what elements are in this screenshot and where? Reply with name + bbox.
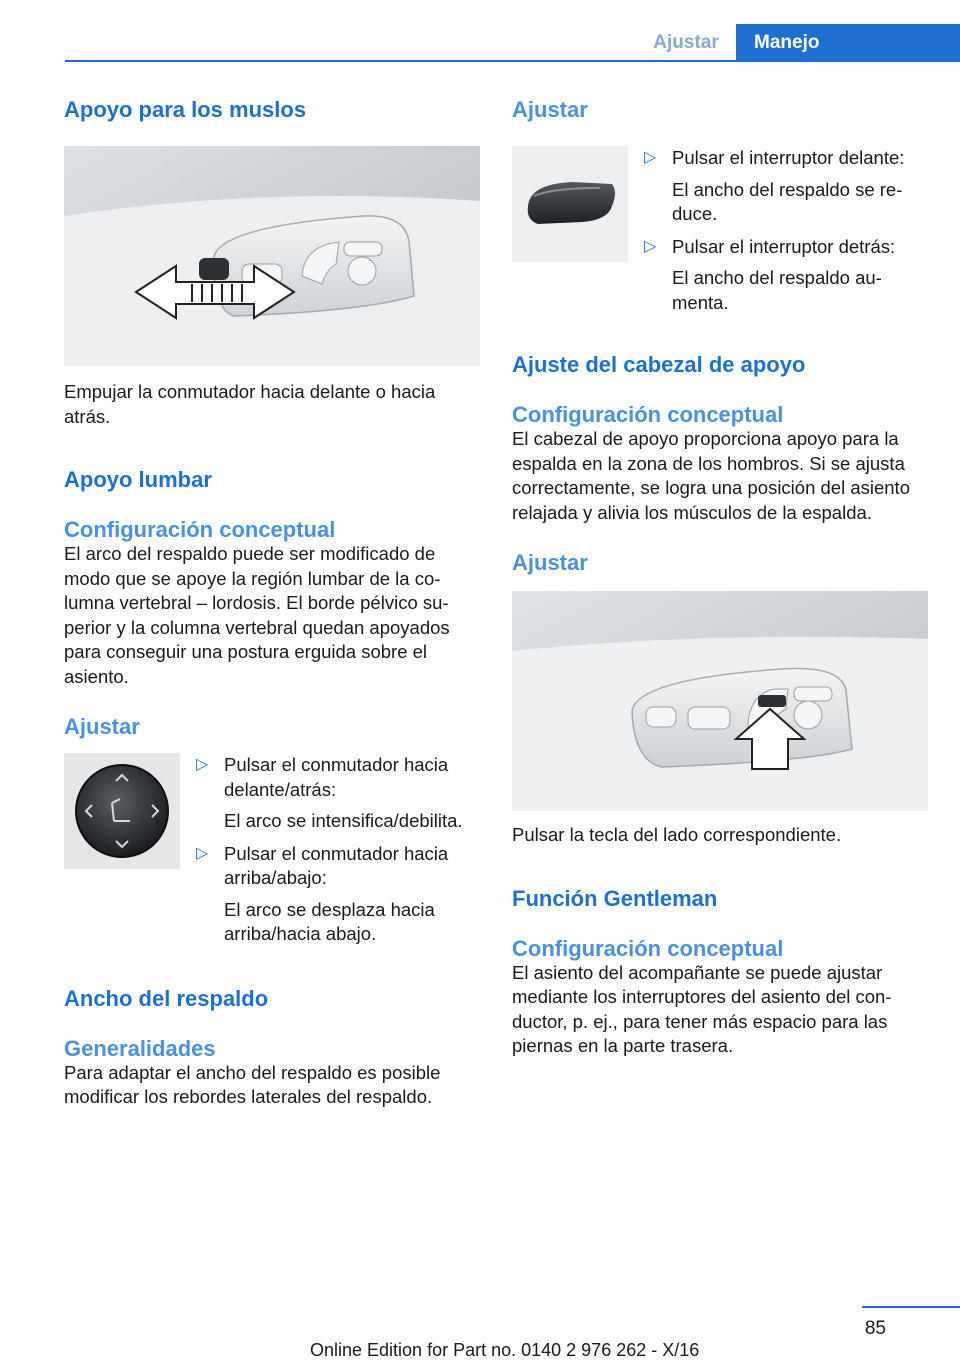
list-item: [640, 235, 928, 316]
lumbar-adjust-heading: Ajustar: [64, 714, 140, 739]
gentleman-concept-text: El asiento del acompañante se puede ajustar mediante los interruptores del asiento del conductor, p. ej., para tener más espacio para las piernas en la parte trasera.: [512, 961, 892, 1056]
list-item: [192, 842, 480, 947]
step-action: Pulsar el interruptor delante:: [672, 147, 905, 168]
backrest-width-heading: Ancho del respaldo: [64, 985, 269, 1011]
step-result: El arco se desplaza hacia arriba/hacia abajo.: [224, 898, 435, 944]
headrest-concept-text: El cabezal de apoyo proporciona apoyo para la espalda en la zona de los hombros. Si se ajusta correctamente, se logra una posición del asiento relajada y alivia los músculos de la espalda.: [512, 428, 910, 523]
step-result: El arco se intensifica/debilita.: [224, 810, 463, 831]
headrest-concept-heading: Configuración conceptual: [512, 402, 784, 427]
width-step-list: [628, 146, 928, 315]
step-action: Pulsar el interruptor detrás:: [672, 235, 896, 257]
thigh-switch-photo: [64, 146, 480, 366]
thigh-support-text: Empujar la conmutador hacia delante o hacia atrás.: [64, 381, 436, 427]
tab-manejo[interactable]: Manejo: [736, 24, 960, 62]
lumbar-step-list: [180, 753, 480, 947]
width-switch-photo: [512, 146, 628, 262]
list-item: [192, 753, 480, 834]
left-column: [64, 96, 480, 1110]
step-action: Pulsar el conmutador hacia arriba/abajo:: [224, 842, 449, 888]
footer-rule: [862, 1306, 960, 1308]
step-result: El ancho del respaldo aumenta.: [672, 267, 882, 313]
edition-footer: Online Edition for Part no. 0140 2 976 262 - X/16: [310, 1340, 700, 1360]
right-column: [512, 96, 928, 1059]
triangle-right-icon: ▷: [196, 844, 209, 862]
list-item: [640, 146, 928, 227]
backrest-general-text: Para adaptar el ancho del respaldo es posible modificar los rebordes laterales del respaldo.: [64, 1061, 441, 1107]
step-result: El ancho del respaldo se reduce.: [672, 178, 903, 224]
headrest-switch-photo: [512, 591, 928, 811]
width-adjust-heading: Ajustar: [512, 97, 588, 122]
lumbar-switch-photo: [64, 753, 180, 869]
headrest-adjust-heading: Ajustar: [512, 550, 588, 575]
headrest-adjust-text: Pulsar la tecla del lado correspondiente.: [512, 824, 842, 845]
headrest-heading: Ajuste del cabezal de apoyo: [512, 352, 806, 377]
page-number: 85: [864, 1318, 886, 1339]
triangle-right-icon: ▷: [644, 237, 657, 255]
thigh-support-heading: Apoyo para los muslos: [64, 97, 307, 122]
triangle-right-icon: ▷: [644, 149, 657, 166]
lumbar-steps-block: [64, 753, 480, 947]
triangle-right-icon: ▷: [196, 756, 209, 773]
gentleman-heading: Función Gentleman: [512, 885, 718, 911]
lumbar-concept-heading: Configuración conceptual: [64, 517, 336, 542]
lumbar-concept-text: El arco del respaldo puede ser modificado de modo que se apoye la región lumbar de la columna vertebral – lordosis. El borde pélvico superior y la columna vertebral quedan apoyados para conseguir una postura erguida sobre el asiento.: [64, 543, 450, 687]
width-steps-block: [512, 146, 928, 315]
lumbar-support-heading: Apoyo lumbar: [64, 467, 212, 492]
gentleman-concept-heading: Configuración conceptual: [512, 935, 784, 961]
tab-ajustar[interactable]: Ajustar: [653, 32, 719, 53]
backrest-general-heading: Generalidades: [64, 1035, 216, 1061]
step-action: Pulsar el conmutador hacia delante/atrás:: [224, 754, 449, 800]
